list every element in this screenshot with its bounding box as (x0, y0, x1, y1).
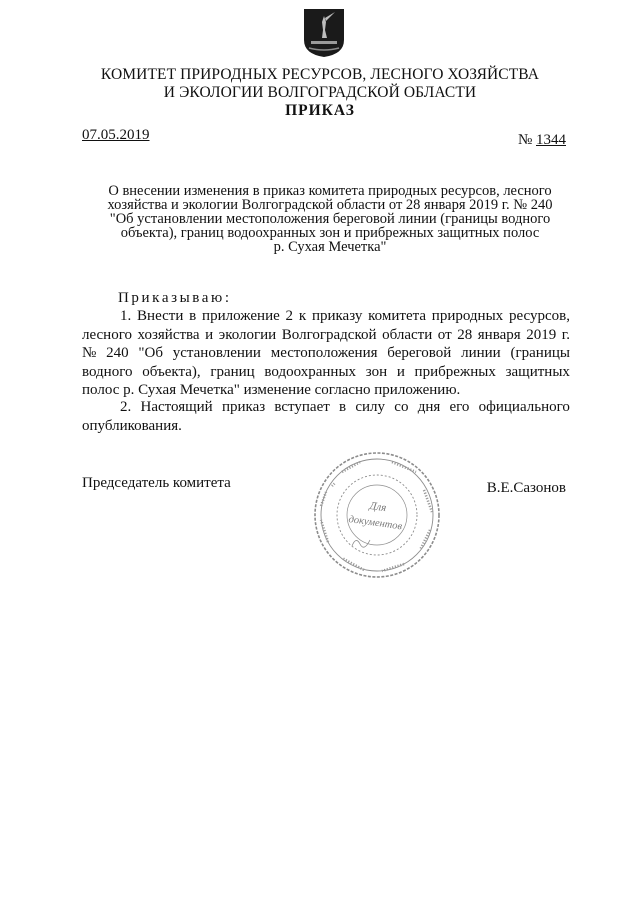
word: в (189, 308, 197, 324)
word: от (437, 326, 452, 343)
word: силу (355, 399, 386, 415)
word: г. (561, 326, 570, 343)
justified-line (82, 307, 570, 326)
word: приказ (221, 399, 266, 415)
order-directive-word: Приказываю: (118, 290, 232, 306)
subject-line: О внесении изменения в приказ комитета природных ресурсов, лесного (108, 183, 552, 199)
word: дня (417, 399, 441, 415)
subject-line: объекта), границ водоохранных зон и прибрежных защитных полос (120, 225, 540, 241)
paragraph-1 (82, 307, 570, 400)
subject-line: р. Сухая Мечетка" (273, 239, 387, 255)
word: со (394, 399, 409, 415)
word: к (298, 308, 307, 324)
word: вступает (274, 399, 330, 415)
justified-line (82, 398, 570, 417)
word: хозяйства (137, 326, 200, 343)
paragraph-last-line: полос р. Сухая Мечетка" изменение согласно приложению. (82, 382, 461, 398)
word: (границы (510, 345, 570, 361)
word: Волгоградской (281, 326, 377, 343)
organization-name-line-2: И ЭКОЛОГИИ ВОЛГОГРАДСКОЙ ОБЛАСТИ (163, 84, 477, 101)
justified-line (82, 344, 570, 363)
justified-line (82, 326, 570, 345)
word: защитных (505, 363, 570, 380)
subject-line: хозяйства и экологии Волгоградской области от 28 января 2019 г. № 240 (107, 197, 553, 213)
word: 28 (457, 326, 473, 343)
word: 1. (120, 308, 132, 324)
word: комитета (368, 308, 426, 324)
word: 240 (106, 345, 129, 361)
word: 2 (285, 308, 294, 324)
word: объекта), (142, 363, 201, 380)
word: Настоящий (140, 399, 213, 415)
word: 2019 (526, 326, 557, 343)
word: природных (431, 308, 504, 324)
word: экологии (218, 326, 277, 343)
word: Внести (137, 308, 184, 324)
organization-name-line-1: КОМИТЕТ ПРИРОДНЫХ РЕСУРСОВ, ЛЕСНОГО ХОЗЯЙСТВА (100, 66, 540, 83)
word: "Об (138, 345, 163, 361)
word: лесного (82, 326, 132, 343)
word: установлении (172, 345, 261, 361)
paragraph-last-line: опубликования. (82, 417, 182, 434)
stamp-text-line-2: документов (347, 514, 403, 533)
word: и (396, 363, 405, 380)
coat-of-arms-emblem (303, 8, 345, 58)
word: приказу (311, 308, 363, 324)
stamp-text-line-1: Для (368, 499, 388, 515)
word: № (82, 345, 97, 361)
official-seal-stamp (312, 450, 442, 580)
word: водоохранных (264, 363, 357, 380)
word: в (339, 399, 347, 415)
paragraph-2 (82, 398, 570, 435)
number-sign: № (517, 132, 533, 148)
justified-line (82, 363, 570, 382)
word: официального (478, 399, 570, 415)
subject-line: "Об установлении местоположения береговой линии (границы водного (109, 211, 551, 227)
word: прибрежных (414, 363, 496, 380)
word: зон (365, 363, 388, 380)
word: 2. (120, 399, 132, 415)
word: области (382, 326, 433, 343)
word: местоположения (270, 345, 378, 361)
number-value: 1344 (536, 132, 566, 148)
word: линии (461, 345, 501, 361)
word: береговой (387, 345, 452, 361)
order-subject (70, 184, 590, 254)
word: границ (210, 363, 255, 380)
signatory-name: В.Е.Сазонов (486, 480, 566, 496)
order-date: 07.05.2019 (82, 127, 150, 143)
word: приложение (202, 308, 280, 324)
word: и (205, 326, 214, 343)
word: водного (82, 363, 133, 380)
order-number (518, 132, 566, 149)
word: его (449, 399, 470, 415)
document-type-title: ПРИКАЗ (285, 102, 355, 119)
word: января (477, 326, 521, 343)
signatory-title: Председатель комитета (82, 475, 231, 491)
word: ресурсов, (508, 308, 570, 324)
